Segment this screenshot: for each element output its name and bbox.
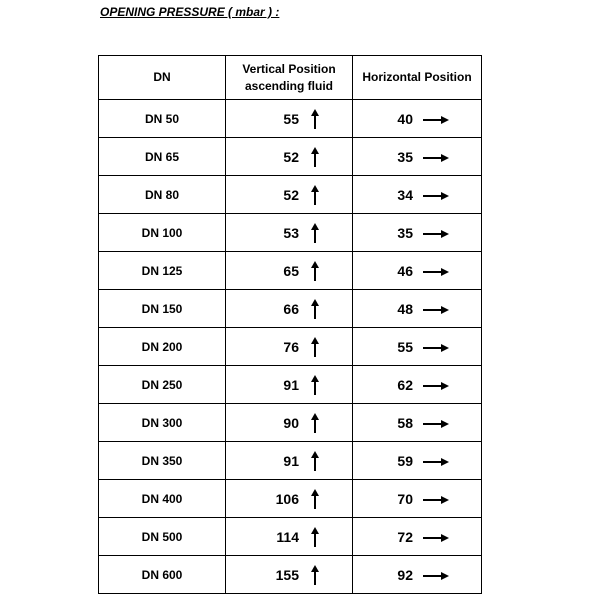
horizontal-position-cell: [353, 556, 482, 594]
opening-pressure-table: [98, 55, 482, 594]
vertical-value: 55: [283, 110, 299, 127]
table-row: [99, 442, 482, 480]
table-row: [99, 290, 482, 328]
horizontal-position-cell: [353, 442, 482, 480]
horizontal-position-cell: [353, 176, 482, 214]
vertical-value: 114: [276, 528, 299, 545]
table-row: [99, 252, 482, 290]
right-arrow-icon: [423, 570, 449, 580]
table-row: [99, 480, 482, 518]
right-arrow-icon: [423, 494, 449, 504]
right-arrow-icon: [423, 532, 449, 542]
vertical-value: 106: [275, 490, 299, 507]
vertical-position-cell: [226, 404, 353, 442]
right-arrow-icon: [423, 228, 449, 238]
vertical-value: 91: [283, 376, 299, 393]
vertical-position-cell: [226, 556, 353, 594]
dn-column-header: DN: [99, 56, 226, 100]
horizontal-value: 92: [397, 566, 413, 583]
right-arrow-icon: [423, 266, 449, 276]
up-arrow-icon: [311, 413, 319, 433]
vertical-value: 76: [283, 338, 299, 355]
vertical-value: 91: [283, 452, 299, 469]
table-row: [99, 518, 482, 556]
table-header-row: [99, 56, 482, 100]
dn-cell: DN 300: [99, 404, 226, 442]
table-row: [99, 366, 482, 404]
up-arrow-icon: [311, 261, 319, 281]
vertical-position-cell: [226, 176, 353, 214]
vertical-value: 155: [275, 566, 299, 583]
horizontal-value: 62: [397, 376, 413, 393]
horizontal-position-cell: [353, 290, 482, 328]
vertical-value: 53: [283, 224, 299, 241]
vertical-position-cell: [226, 480, 353, 518]
table-row: [99, 138, 482, 176]
horizontal-value: 34: [397, 186, 413, 203]
up-arrow-icon: [311, 185, 319, 205]
horizontal-position-cell: [353, 480, 482, 518]
horizontal-position-cell: [353, 518, 482, 556]
vertical-value: 90: [283, 414, 299, 431]
dn-cell: DN 50: [99, 100, 226, 138]
vertical-position-cell: [226, 214, 353, 252]
up-arrow-icon: [311, 109, 319, 129]
horizontal-value: 40: [397, 110, 413, 127]
horizontal-value: 59: [397, 452, 413, 469]
vertical-value: 66: [283, 300, 299, 317]
dn-cell: DN 400: [99, 480, 226, 518]
up-arrow-icon: [311, 299, 319, 319]
horizontal-position-cell: [353, 252, 482, 290]
vertical-position-column-header: [226, 56, 353, 100]
horizontal-position-cell: [353, 138, 482, 176]
vertical-position-cell: [226, 518, 353, 556]
table-row: [99, 176, 482, 214]
right-arrow-icon: [423, 380, 449, 390]
table-body: [99, 100, 482, 594]
right-arrow-icon: [423, 114, 449, 124]
dn-cell: DN 65: [99, 138, 226, 176]
right-arrow-icon: [423, 456, 449, 466]
dn-cell: DN 350: [99, 442, 226, 480]
horizontal-value: 70: [397, 490, 413, 507]
horizontal-position-cell: [353, 100, 482, 138]
vertical-value: 52: [283, 186, 299, 203]
dn-cell: DN 80: [99, 176, 226, 214]
horizontal-value: 72: [397, 528, 413, 545]
dn-cell: DN 100: [99, 214, 226, 252]
vertical-value: 65: [283, 262, 299, 279]
vertical-position-cell: [226, 138, 353, 176]
horizontal-value: 46: [397, 262, 413, 279]
dn-cell: DN 125: [99, 252, 226, 290]
table-row: [99, 328, 482, 366]
up-arrow-icon: [311, 565, 319, 585]
vertical-header-line1: Vertical Position: [242, 61, 336, 76]
horizontal-value: 35: [397, 224, 413, 241]
horizontal-value: 48: [397, 300, 413, 317]
dn-cell: DN 150: [99, 290, 226, 328]
vertical-position-cell: [226, 100, 353, 138]
horizontal-position-column-header: Horizontal Position: [353, 56, 482, 100]
horizontal-position-cell: [353, 404, 482, 442]
table-row: [99, 556, 482, 594]
right-arrow-icon: [423, 190, 449, 200]
vertical-position-cell: [226, 290, 353, 328]
right-arrow-icon: [423, 418, 449, 428]
table-row: [99, 100, 482, 138]
up-arrow-icon: [311, 375, 319, 395]
table-row: [99, 214, 482, 252]
horizontal-position-cell: [353, 328, 482, 366]
up-arrow-icon: [311, 337, 319, 357]
horizontal-value: 35: [397, 148, 413, 165]
vertical-position-cell: [226, 442, 353, 480]
horizontal-value: 55: [397, 338, 413, 355]
dn-cell: DN 600: [99, 556, 226, 594]
vertical-position-cell: [226, 252, 353, 290]
up-arrow-icon: [311, 147, 319, 167]
up-arrow-icon: [311, 451, 319, 471]
horizontal-position-cell: [353, 366, 482, 404]
up-arrow-icon: [311, 527, 319, 547]
right-arrow-icon: [423, 152, 449, 162]
vertical-header-line2: ascending fluid: [244, 78, 333, 93]
vertical-value: 52: [283, 148, 299, 165]
dn-cell: DN 500: [99, 518, 226, 556]
dn-cell: DN 250: [99, 366, 226, 404]
horizontal-position-cell: [353, 214, 482, 252]
vertical-position-cell: [226, 328, 353, 366]
right-arrow-icon: [423, 304, 449, 314]
page-title: OPENING PRESSURE ( mbar ) :: [100, 5, 280, 19]
dn-cell: DN 200: [99, 328, 226, 366]
right-arrow-icon: [423, 342, 449, 352]
up-arrow-icon: [311, 223, 319, 243]
horizontal-value: 58: [397, 414, 413, 431]
vertical-position-cell: [226, 366, 353, 404]
table-row: [99, 404, 482, 442]
up-arrow-icon: [311, 489, 319, 509]
